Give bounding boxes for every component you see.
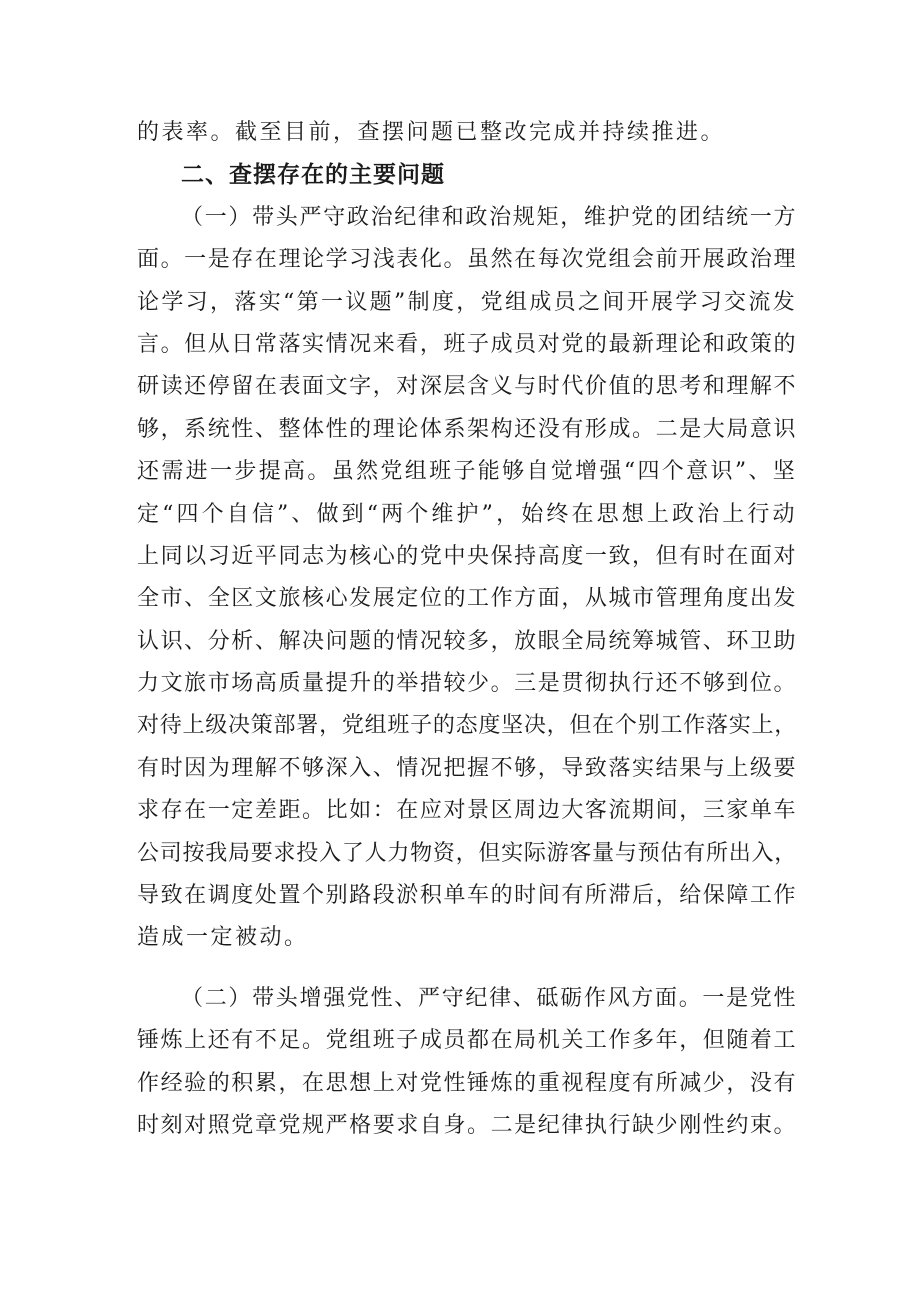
section-heading: 二、查摆存在的主要问题 <box>181 162 445 189</box>
paragraph-line: 还需进一步提高。虽然党组班子能够自觉增强“四个意识”、坚 <box>137 459 797 485</box>
paragraph-line: 定“四个自信”、做到“两个维护”，始终在思想上政治上行动 <box>137 501 797 527</box>
paragraph-line: 论学习，落实“第一议题”制度，党组成员之间开展学习交流发 <box>137 289 797 315</box>
paragraph-section-2 <box>137 978 797 1148</box>
paragraph-line: 面。一是存在理论学习浅表化。虽然在每次党组会前开展政治理 <box>137 247 797 273</box>
paragraph-line: 对待上级决策部署，党组班子的态度坚决，但在个别工作落实上， <box>137 713 797 739</box>
paragraph-line: 够，系统性、整体性的理论体系架构还没有形成。二是大局意识 <box>137 416 797 442</box>
paragraph-line: 力文旅市场高质量提升的举措较少。三是贯彻执行还不够到位。 <box>137 671 797 697</box>
intro-tail-line: 的表率。截至目前，查摆问题已整改完成并持续推进。 <box>137 120 726 145</box>
paragraph-line: 上同以习近平同志为核心的党中央保持高度一致，但有时在面对 <box>137 543 797 569</box>
paragraph-line: 导致在调度处置个别路段淤积单车的时间有所滞后，给保障工作 <box>137 883 797 909</box>
paragraph-line: 有时因为理解不够深入、情况把握不够，导致落实结果与上级要 <box>137 755 797 781</box>
paragraph-line: 全市、全区文旅核心发展定位的工作方面，从城市管理角度出发 <box>137 586 797 612</box>
document-body <box>137 112 797 1147</box>
paragraph-line: 锤炼上还有不足。党组班子成员都在局机关工作多年，但随着工 <box>137 1028 797 1054</box>
paragraph-line: （二）带头增强党性、严守纪律、砥砺作风方面。一是党性 <box>181 985 797 1011</box>
paragraph-line: 作经验的积累，在思想上对党性锤炼的重视程度有所减少，没有 <box>137 1070 797 1096</box>
paragraph-gap <box>137 960 797 978</box>
paragraph-line: 公司按我局要求投入了人力物资，但实际游客量与预估有所出入， <box>137 840 797 866</box>
paragraph-line: 时刻对照党章党规严格要求自身。二是纪律执行缺少刚性约束。 <box>137 1112 797 1138</box>
paragraph-line: 造成一定被动。 <box>137 925 309 951</box>
paragraph-line: （一）带头严守政治纪律和政治规矩，维护党的团结统一方 <box>181 204 797 230</box>
paragraph-line: 认识、分析、解决问题的情况较多，放眼全局统筹城管、环卫助 <box>137 628 797 654</box>
paragraph-line: 求存在一定差距。比如：在应对景区周边大客流期间，三家单车 <box>137 798 797 824</box>
paragraph-line: 研读还停留在表面文字，对深层含义与时代价值的思考和理解不 <box>137 374 797 400</box>
paragraph-section-1 <box>137 197 797 960</box>
paragraph-line: 言。但从日常落实情况来看，班子成员对党的最新理论和政策的 <box>137 331 797 357</box>
